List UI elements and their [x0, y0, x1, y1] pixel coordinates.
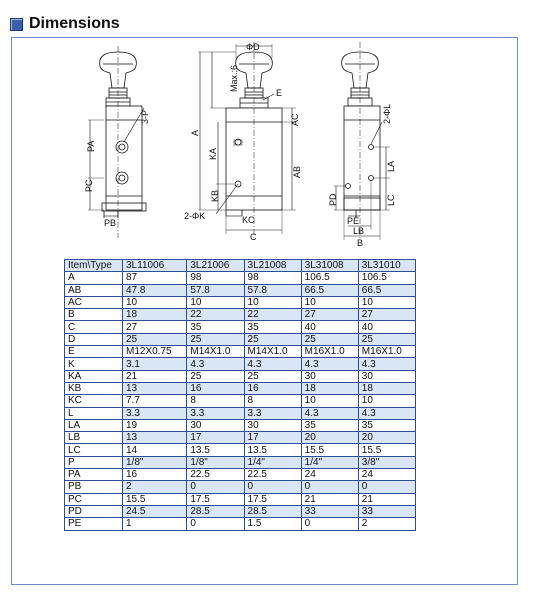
value-cell: 35: [187, 321, 244, 333]
label-la: LA: [386, 160, 396, 172]
value-cell: 21: [358, 493, 415, 505]
header-item-type: Item\Type: [65, 260, 123, 272]
value-cell: 13: [123, 382, 187, 394]
table-header-row: [65, 260, 416, 272]
value-cell: 22: [244, 309, 301, 321]
value-cell: 21: [301, 493, 358, 505]
value-cell: 4.3: [358, 358, 415, 370]
table-row: [65, 296, 416, 308]
table-row: [65, 419, 416, 431]
value-cell: 3.3: [244, 407, 301, 419]
value-cell: M12X0.75: [123, 346, 187, 358]
table-row: [65, 407, 416, 419]
value-cell: 18: [123, 309, 187, 321]
row-label-cell: L: [65, 407, 123, 419]
value-cell: 13.5: [244, 444, 301, 456]
value-cell: M14X1.0: [244, 346, 301, 358]
value-cell: 2: [123, 481, 187, 493]
value-cell: 1/4": [301, 456, 358, 468]
label-kb: KB: [210, 189, 220, 202]
value-cell: 17: [244, 432, 301, 444]
label-c: C: [250, 232, 257, 242]
value-cell: 24.5: [123, 505, 187, 517]
value-cell: 15.5: [358, 444, 415, 456]
value-cell: M16X1.0: [358, 346, 415, 358]
row-label-cell: P: [65, 456, 123, 468]
value-cell: 0: [358, 481, 415, 493]
section-header: [10, 14, 120, 34]
row-label-cell: AB: [65, 284, 123, 296]
value-cell: 2: [358, 518, 415, 530]
value-cell: 30: [301, 370, 358, 382]
header-3l31010: 3L31010: [358, 260, 415, 272]
value-cell: 30: [244, 419, 301, 431]
row-label-cell: K: [65, 358, 123, 370]
value-cell: 0: [301, 518, 358, 530]
front-view: [84, 46, 150, 238]
row-label-cell: KC: [65, 395, 123, 407]
table-row: [65, 272, 416, 284]
label-e: E: [276, 88, 283, 98]
technical-drawing: [60, 38, 470, 248]
table-row: [65, 481, 416, 493]
value-cell: 33: [358, 505, 415, 517]
value-cell: 3/8": [358, 456, 415, 468]
value-cell: 1/8": [123, 456, 187, 468]
value-cell: 7.7: [123, 395, 187, 407]
value-cell: 30: [358, 370, 415, 382]
value-cell: 40: [301, 321, 358, 333]
value-cell: 30: [187, 419, 244, 431]
value-cell: 22.5: [244, 469, 301, 481]
value-cell: 57.8: [244, 284, 301, 296]
value-cell: 57.8: [187, 284, 244, 296]
dimension-drawings: [60, 38, 470, 248]
row-label-cell: LA: [65, 419, 123, 431]
row-label-cell: B: [65, 309, 123, 321]
table-row: [65, 395, 416, 407]
row-label-cell: PD: [65, 505, 123, 517]
label-a: A: [190, 129, 200, 136]
value-cell: 13: [123, 432, 187, 444]
value-cell: 10: [358, 395, 415, 407]
table-row: [65, 493, 416, 505]
value-cell: 20: [301, 432, 358, 444]
value-cell: 25: [301, 333, 358, 345]
value-cell: 35: [301, 419, 358, 431]
value-cell: 18: [358, 382, 415, 394]
value-cell: 1.5: [244, 518, 301, 530]
row-label-cell: A: [65, 272, 123, 284]
table-row: [65, 444, 416, 456]
value-cell: 0: [187, 481, 244, 493]
value-cell: 25: [244, 370, 301, 382]
value-cell: 28.5: [187, 505, 244, 517]
label-ac: AC: [290, 113, 300, 126]
table-row: [65, 370, 416, 382]
value-cell: 3.3: [187, 407, 244, 419]
header-3l11006: 3L11006: [123, 260, 187, 272]
row-label-cell: E: [65, 346, 123, 358]
row-label-cell: D: [65, 333, 123, 345]
value-cell: 10: [358, 296, 415, 308]
label-pd: PD: [328, 193, 338, 206]
value-cell: 1/8": [187, 456, 244, 468]
value-cell: 40: [358, 321, 415, 333]
table-row: [65, 469, 416, 481]
label-ka: KA: [208, 147, 218, 160]
value-cell: 27: [358, 309, 415, 321]
value-cell: M16X1.0: [301, 346, 358, 358]
label-k: 2-ΦK: [184, 211, 206, 221]
table-row: [65, 505, 416, 517]
value-cell: 24: [301, 469, 358, 481]
value-cell: 14: [123, 444, 187, 456]
value-cell: 3.3: [123, 407, 187, 419]
value-cell: 22.5: [187, 469, 244, 481]
value-cell: 16: [123, 469, 187, 481]
label-pb: PB: [104, 218, 117, 228]
value-cell: 4.3: [301, 358, 358, 370]
value-cell: 25: [187, 370, 244, 382]
value-cell: 66.5: [358, 284, 415, 296]
row-label-cell: LB: [65, 432, 123, 444]
header-3l31008: 3L31008: [301, 260, 358, 272]
value-cell: 27: [123, 321, 187, 333]
value-cell: 10: [301, 296, 358, 308]
header-3l21006: 3L21006: [187, 260, 244, 272]
value-cell: 98: [187, 272, 244, 284]
row-label-cell: PA: [65, 469, 123, 481]
value-cell: 66.5: [301, 284, 358, 296]
label-lc: LC: [386, 194, 396, 206]
value-cell: 35: [244, 321, 301, 333]
row-label-cell: PC: [65, 493, 123, 505]
value-cell: 106.5: [301, 272, 358, 284]
row-label-cell: PE: [65, 518, 123, 530]
value-cell: 17.5: [187, 493, 244, 505]
value-cell: 4.3: [187, 358, 244, 370]
table-row: [65, 432, 416, 444]
label-pa: PA: [86, 140, 96, 152]
label-d: ΦD: [246, 42, 260, 52]
table-row: [65, 333, 416, 345]
value-cell: 1/4": [244, 456, 301, 468]
value-cell: 20: [358, 432, 415, 444]
value-cell: 16: [244, 382, 301, 394]
value-cell: 27: [301, 309, 358, 321]
value-cell: 0: [244, 481, 301, 493]
row-label-cell: KA: [65, 370, 123, 382]
value-cell: 3.1: [123, 358, 187, 370]
table-row: [65, 346, 416, 358]
value-cell: 0: [301, 481, 358, 493]
dimensions-table: [64, 259, 416, 531]
table-row: [65, 358, 416, 370]
value-cell: 13.5: [187, 444, 244, 456]
value-cell: 4.3: [301, 407, 358, 419]
table-row: [65, 456, 416, 468]
section-title: Dimensions: [29, 15, 120, 32]
value-cell: 10: [301, 395, 358, 407]
value-cell: 4.3: [358, 407, 415, 419]
table-row: [65, 284, 416, 296]
value-cell: 0: [187, 518, 244, 530]
table-row: [65, 382, 416, 394]
header-3l21008: 3L21008: [244, 260, 301, 272]
value-cell: 17.5: [244, 493, 301, 505]
row-label-cell: LC: [65, 444, 123, 456]
value-cell: 1: [123, 518, 187, 530]
label-kc: KC: [242, 215, 255, 225]
label-l: 2-ΦL: [382, 103, 392, 124]
row-label-cell: C: [65, 321, 123, 333]
value-cell: 8: [187, 395, 244, 407]
side-view: [184, 42, 302, 242]
table-row: [65, 309, 416, 321]
label-lb: LB: [353, 226, 365, 236]
label-max: Max.:6: [229, 64, 239, 92]
value-cell: 25: [244, 333, 301, 345]
value-cell: 35: [358, 419, 415, 431]
value-cell: 10: [123, 296, 187, 308]
table-row: [65, 321, 416, 333]
square-bullet-icon: [10, 18, 23, 31]
value-cell: 18: [301, 382, 358, 394]
value-cell: 24: [358, 469, 415, 481]
value-cell: 17: [187, 432, 244, 444]
row-label-cell: KB: [65, 382, 123, 394]
value-cell: 16: [187, 382, 244, 394]
value-cell: 47.8: [123, 284, 187, 296]
value-cell: 25: [187, 333, 244, 345]
value-cell: 106.5: [358, 272, 415, 284]
value-cell: 10: [244, 296, 301, 308]
label-ab: AB: [292, 165, 302, 178]
value-cell: 19: [123, 419, 187, 431]
value-cell: 25: [358, 333, 415, 345]
value-cell: 33: [301, 505, 358, 517]
value-cell: 21: [123, 370, 187, 382]
value-cell: 87: [123, 272, 187, 284]
value-cell: 10: [187, 296, 244, 308]
value-cell: 25: [123, 333, 187, 345]
label-b: B: [357, 238, 364, 248]
right-view: [328, 42, 396, 248]
row-label-cell: AC: [65, 296, 123, 308]
table-row: [65, 518, 416, 530]
value-cell: 98: [244, 272, 301, 284]
label-3p: 3-P: [140, 109, 150, 124]
label-pe: PE: [347, 216, 360, 226]
value-cell: 4.3: [244, 358, 301, 370]
value-cell: M14X1.0: [187, 346, 244, 358]
value-cell: 8: [244, 395, 301, 407]
value-cell: 28.5: [244, 505, 301, 517]
label-pc: PC: [84, 179, 94, 192]
value-cell: 22: [187, 309, 244, 321]
value-cell: 15.5: [301, 444, 358, 456]
value-cell: 15.5: [123, 493, 187, 505]
row-label-cell: PB: [65, 481, 123, 493]
